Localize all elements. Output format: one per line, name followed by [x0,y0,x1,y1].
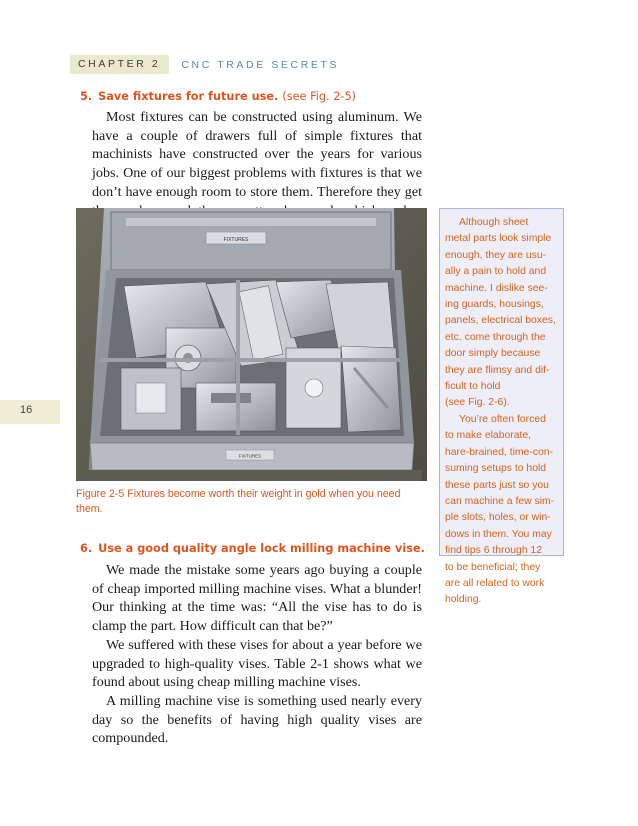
tip-6-body [92,561,422,748]
figure-2-5-photo [76,208,427,481]
figure-reference: (see Fig. 2-5) [282,90,357,103]
drawer-label: FIXTURES [238,453,262,459]
fixture-drawer-photo [76,208,427,481]
body-paragraph: A milling machine vise is something used nearly every day so the benefits of having high quality vises are compounded. [92,692,422,747]
running-header [70,55,339,74]
body-paragraph: Most fixtures can be constructed using aluminum. We have a couple of drawers full of simple fixtures that machinists have constructed over the years for various jobs. One of our biggest problems with fixtures is that we don’t have enough room to store them. Therefore they get [92,109,422,200]
tip-title: Use a good quality angle lock milling machine vise. [98,542,425,555]
body-paragraph: We suffered with these vises for about a year before we upgraded to high-quality vises. Table 2-1 shows what we found about using cheap milling machine vises. [92,636,422,691]
tip-title: Save fixtures for future use. [98,90,279,103]
sidebar-paragraph: You’re often forced to make elaborate, hare-brained, time-con- suming setups to hold these parts just so you can machine a few sim- ple slots, holes, or win- dows in them. You may find tips 6 through 12 to be beneficial; they are all related to work holding. [445,413,555,606]
sidebar-paragraph: Although sheet metal parts look simple enough, they are usu- ally a pain to hold and machine. I dislike see- ing guards, housings, panels, electrical boxes, etc. come through the door simply because they are flimsy and dif- ficult to hold (see Fig. 2-6). [445,217,556,409]
body-paragraph: We made the mistake some years ago buying a couple of cheap imported milling machine vises. What a blunder! Our thinking at the time was: “All the vise has to do is clamp the part. How difficult can that be?” [92,562,422,635]
book-title: CNC TRADE SECRETS [181,58,340,71]
tip-5-heading [80,90,356,103]
drawer-label: FIXTURES [223,237,249,243]
tip-number: 5. [80,90,93,103]
chapter-label: CHAPTER 2 [70,55,169,74]
tip-number: 6. [80,542,93,555]
page-number: 16 [20,404,33,416]
tip-6-heading [80,542,425,555]
figure-caption: Figure 2-5 Fixtures become worth their weight in gold when you need them. [76,488,401,515]
sidebar-note [439,208,564,606]
